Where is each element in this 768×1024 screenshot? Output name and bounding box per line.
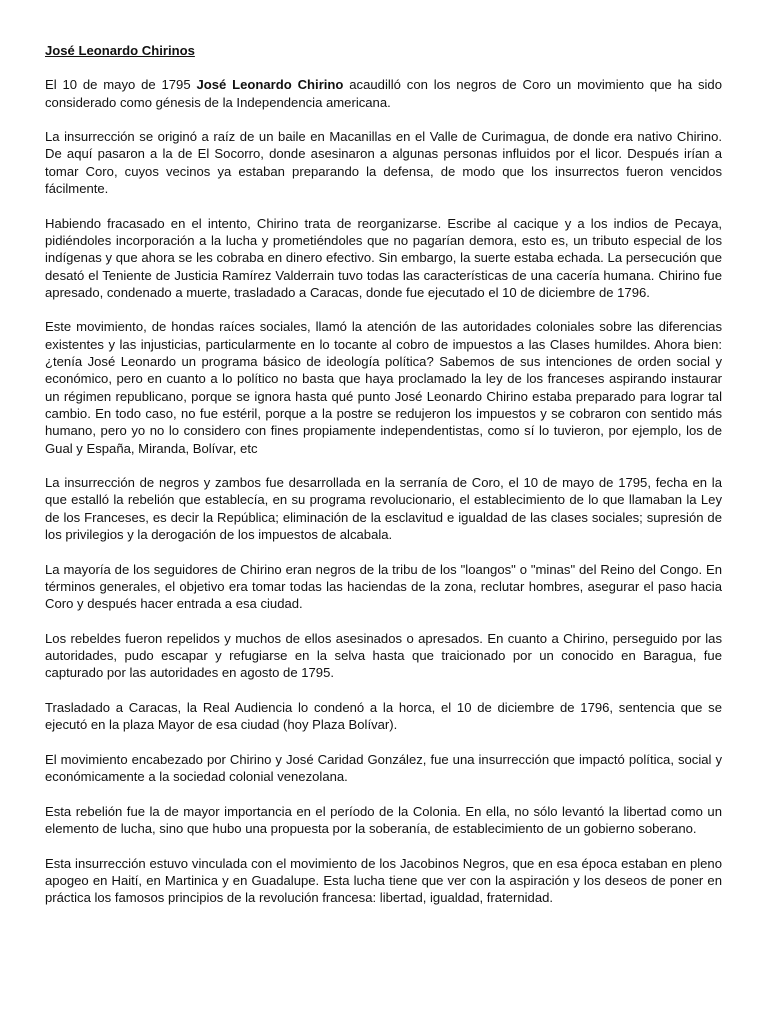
paragraph-repelled: Los rebeldes fueron repelidos y muchos de ellos asesinados o apresados. En cuanto a Chirino, perseguido por las autoridades, pudo escapar y refugiarse en la selva hasta que traicionado por un conocido en Baragua, fue capturado por las autoridades en agosto de 1795.: [45, 630, 722, 681]
document-page: [45, 42, 722, 924]
paragraph-jacobins: Esta insurrección estuvo vinculada con el movimiento de los Jacobinos Negros, que en esa época estaban en pleno apogeo en Haití, en Martinica y en Guadalupe. Esta lucha tiene que ver con la aspiración y los deseos de poner en práctica los famosos principios de la revolución francesa: libertad, igualdad, fraternidad.: [45, 855, 722, 906]
paragraph-importance: Esta rebelión fue la de mayor importancia en el período de la Colonia. En ella, no sólo levantó la libertad como un elemento de lucha, sino que hubo una propuesta por la soberanía, de establecimiento de un gobierno soberano.: [45, 803, 722, 837]
intro-paragraph: [45, 76, 722, 111]
intro-name-bold: José Leonardo Chirino: [196, 77, 344, 93]
intro-text-before: El 10 de mayo de 1795: [45, 77, 197, 93]
paragraph-origin: La insurrección se originó a raíz de un baile en Macanillas en el Valle de Curimagua, de donde era nativo Chirino. De aquí pasaron a la de El Socorro, donde asesinaron a algunas personas influidos por el licor. Después irían a tomar Coro, cuyos vecinos ya estaban preparando la defensa, de modo que los insurrectos fueron vencidos fácilmente.: [45, 129, 722, 197]
document-title: José Leonardo Chirinos: [45, 43, 195, 58]
paragraph-impact: El movimiento encabezado por Chirino y José Caridad González, fue una insurrección que impactó política, social y económicamente a la sociedad colonial venezolana.: [45, 751, 722, 785]
intro-text-after: acaudilló con los negros de Coro un movimiento que ha sido considerado como génesis de la Independencia americana.: [45, 77, 722, 110]
paragraph-reorganization: Habiendo fracasado en el intento, Chirino trata de reorganizarse. Escribe al cacique y a los indios de Pecaya, pidiéndoles incorporación a la lucha y prometiéndoles que no pagarían demora, esto es, un tributo especial de los indígenas y que ahora se les cobraba en dinero efectivo. Sin embargo, la suerte estaba echada. La persecución que desató el Teniente de Justicia Ramírez Valderrain tuvo todas las características de una cacería humana. Chirino fue apresado, condenado a muerte, trasladado a Caracas, donde fue ejecutado el 10 de diciembre de 1796.: [45, 215, 722, 300]
paragraph-insurrection-program: La insurrección de negros y zambos fue desarrollada en la serranía de Coro, el 10 de mayo de 1795, fecha en la que estalló la rebelión que establecía, en su programa revolucionario, el establecimiento de lo que llamaban la Ley de los Franceses, es decir la República; eliminación de la esclavitud e igualdad de las clases sociales; supresión de los privilegios y la derogación de los impuestos de alcabala.: [45, 475, 722, 543]
paragraph-execution: Trasladado a Caracas, la Real Audiencia lo condenó a la horca, el 10 de diciembre de 1796, sentencia que se ejecutó en la plaza Mayor de esa ciudad (hoy Plaza Bolívar).: [45, 699, 722, 733]
paragraph-social-roots: Este movimiento, de hondas raíces sociales, llamó la atención de las autoridades coloniales sobre las diferencias existentes y las injusticias, particularmente en lo tocante al cobro de impuestos a las Clases humildes. Ahora bien: ¿tenía José Leonardo un programa básico de ideología política? Sabemos de sus intenciones de orden social y económico, pero en cuanto a lo político no basta que haya proclamado la ley de los franceses aspirando instaurar un régimen republicano, porque se ignora hasta qué punto José Leonardo Chirino estaba preparado para lograr tal cambio. En todo caso, no fue estéril, porque a la postre se redujeron los impuestos y se cobraron con sentido más humano, pero yo no lo considero con fines propiamente independentistas, como sí lo tuvieron, por ejemplo, los de Gual y España, Miranda, Bolívar, etc: [45, 319, 722, 456]
paragraph-followers: La mayoría de los seguidores de Chirino eran negros de la tribu de los "loangos" o "minas" del Reino del Congo. En términos generales, el objetivo era tomar todas las haciendas de la zona, reclutar hombres, asegurar el paso hacia Coro y después hacer entrada a esa ciudad.: [45, 561, 722, 612]
